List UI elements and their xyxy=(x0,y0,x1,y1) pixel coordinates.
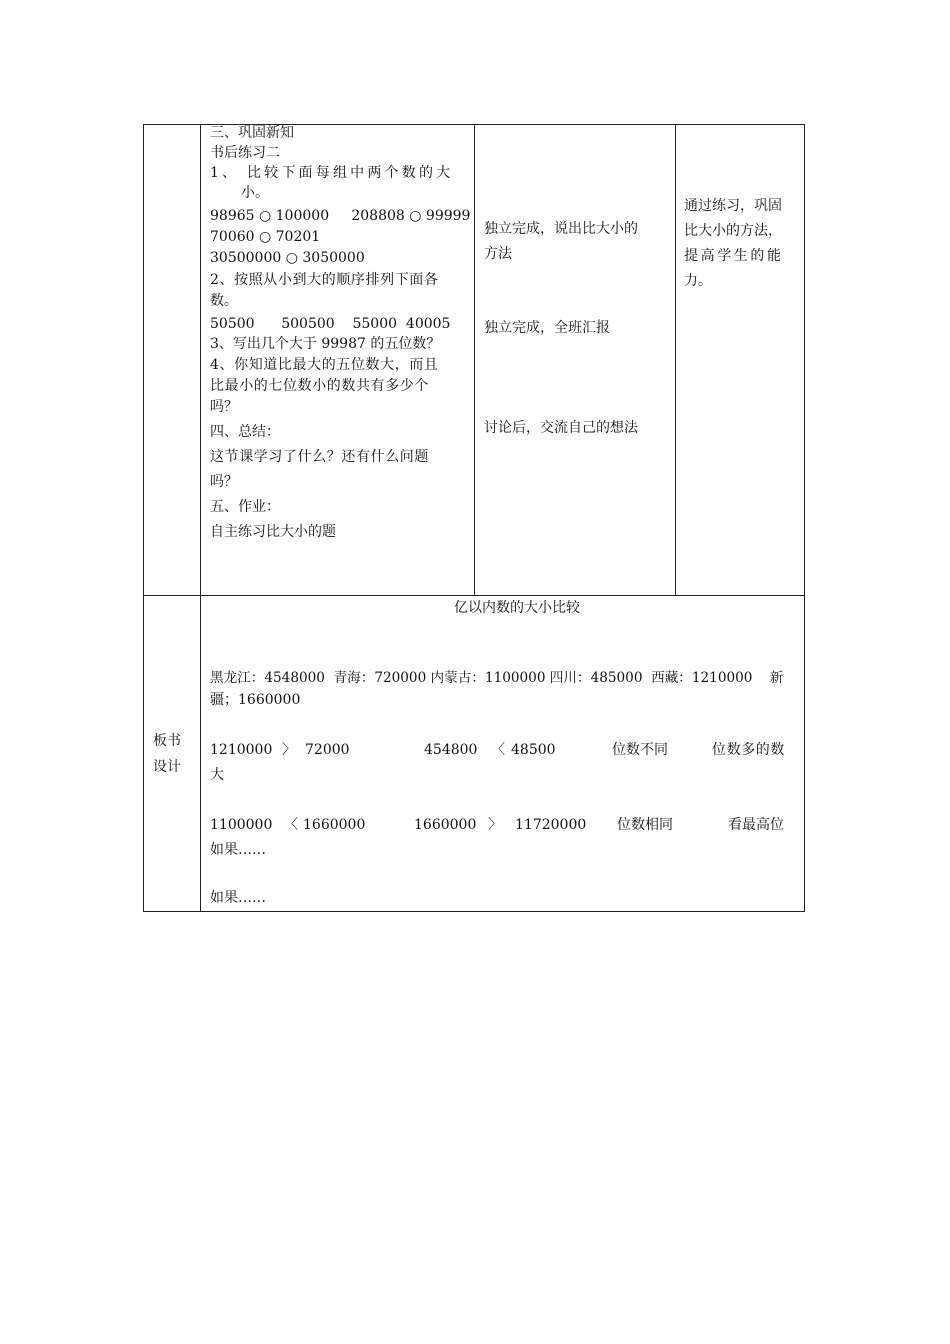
question-3: 3、写出几个大于 99987 的五位数？ xyxy=(210,336,441,352)
homework-heading: 五、作业： xyxy=(210,499,280,515)
board-title: 亿以内数的大小比较 xyxy=(454,600,580,616)
compare-line-1: 98965 ○ 100000 208808 ○ 99999 xyxy=(210,208,471,224)
compare-4-symbol: 〉 xyxy=(488,817,502,833)
compare-3-right: 1660000 xyxy=(303,817,366,833)
question-1-line1: 1、 比较下面每组中两个数的大 xyxy=(210,165,454,181)
activity-1-line2: 方法 xyxy=(484,246,512,262)
table-left-border xyxy=(143,124,144,911)
compare-1-symbol: 〉 xyxy=(282,742,296,758)
compare-1-right: 72000 xyxy=(305,742,350,758)
row-divider xyxy=(143,595,805,596)
summary-line2: 吗？ xyxy=(210,474,238,490)
compare-3-symbol: 〈 xyxy=(284,817,298,833)
rule-same-digits-result: 看最高位 xyxy=(728,817,784,833)
question-2-line2: 数。 xyxy=(210,293,238,309)
table-right-border xyxy=(804,124,805,911)
compare-line-2: 70060 ○ 70201 xyxy=(210,229,321,245)
province-data-line1: 黑龙江：4548000 青海：720000 内蒙古：1100000 四川：485000 西藏：1210000 新 xyxy=(210,670,784,686)
rule-same-digits: 位数相同 xyxy=(617,817,673,833)
purpose-line1: 通过练习，巩固 xyxy=(684,198,782,214)
activity-1-line1: 独立完成，说出比大小的 xyxy=(484,221,638,237)
question-2-line1: 2、按照从小到大的顺序排列下面各 xyxy=(210,272,439,288)
summary-line1: 这节课学习了什么？还有什么问题 xyxy=(210,449,429,465)
activity-3: 讨论后，交流自己的想法 xyxy=(484,420,638,436)
purpose-line3: 提高学生的能 xyxy=(684,248,784,264)
compare-line-3: 30500000 ○ 3050000 xyxy=(210,250,365,266)
purpose-line2: 比大小的方法， xyxy=(684,223,782,239)
purpose-line4: 力。 xyxy=(684,273,712,289)
compare-4-left: 1660000 xyxy=(414,817,477,833)
rule-different-digits-result: 位数多的数 xyxy=(712,742,785,758)
compare-2-right: 48500 xyxy=(511,742,556,758)
summary-heading: 四、总结： xyxy=(210,424,280,440)
label-column-divider xyxy=(200,124,201,911)
question-4-line1: 4、你知道比最大的五位数大，而且 xyxy=(210,357,439,373)
compare-4-right: 11720000 xyxy=(515,817,587,833)
province-data-line2: 疆；1660000 xyxy=(210,692,301,708)
board-design-label-line2: 设计 xyxy=(153,759,181,775)
question-4-line3: 吗？ xyxy=(210,399,238,415)
rule-different-digits: 位数不同 xyxy=(612,742,668,758)
purpose-column-divider xyxy=(675,124,676,595)
compare-1-left: 1210000 xyxy=(210,742,273,758)
compare-2-left: 454800 xyxy=(424,742,478,758)
question-4-line2: 比最小的七位数小的数共有多少个 xyxy=(210,378,429,394)
student-column-divider xyxy=(474,124,475,595)
section-heading: 三、巩固新知 xyxy=(210,125,294,141)
question-1-line2: 小。 xyxy=(241,185,269,201)
activity-2: 独立完成，全班汇报 xyxy=(484,320,610,336)
homework-text: 自主练习比大小的题 xyxy=(210,524,336,540)
number-list: 50500 500500 55000 40005 xyxy=(210,316,451,332)
if-more-line1: 如果…… xyxy=(210,842,266,858)
if-more-line2: 如果…… xyxy=(210,890,266,906)
exercise-title: 书后练习二 xyxy=(210,145,280,161)
rule-different-digits-result-cont: 大 xyxy=(210,767,224,783)
compare-2-symbol: 〈 xyxy=(491,742,505,758)
compare-3-left: 1100000 xyxy=(210,817,273,833)
table-bottom-border xyxy=(143,911,805,912)
board-design-label-line1: 板书 xyxy=(153,733,181,749)
